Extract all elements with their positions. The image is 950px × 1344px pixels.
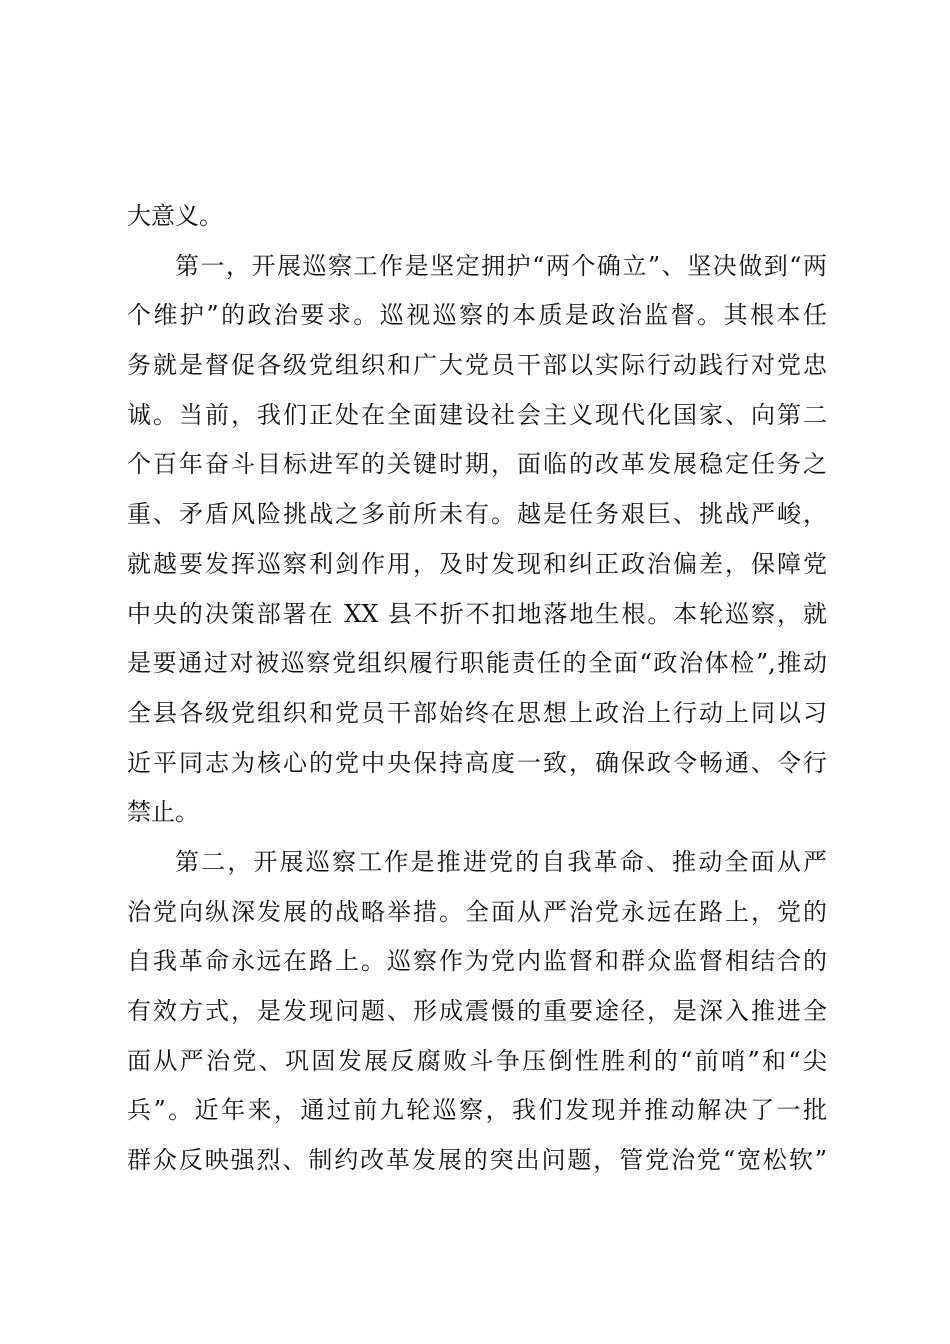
text-line: 群众反映强烈、制约改革发展的突出问题，管党治党“宽松软” [127, 1146, 827, 1175]
text-line: 面从严治党、巩固发展反腐败斗争压倒性胜利的“前哨”和“尖 [127, 1046, 827, 1075]
text-line: 大意义。 [127, 202, 223, 230]
text-line: 个百年奋斗目标进军的关键时期，面临的改革发展稳定任务之 [127, 450, 827, 479]
text-line: 中央的决策部署在 XX 县不折不扣地落地生根。本轮巡察，就 [127, 599, 827, 628]
text-line: 治党向纵深发展的战略举措。全面从严治党永远在路上，党的 [127, 897, 827, 926]
text-line: 就越要发挥巡察利剑作用，及时发现和纠正政治偏差，保障党 [127, 549, 827, 578]
text-line: 个维护”的政治要求。巡视巡察的本质是政治监督。其根本任 [127, 301, 827, 330]
text-line: 重、矛盾风险挑战之多前所未有。越是任务艰巨、挑战严峻， [127, 500, 827, 529]
text-line: 务就是督促各级党组织和广大党员干部以实际行动践行对党忠 [127, 351, 827, 380]
text-line: 有效方式，是发现问题、形成震慑的重要途径，是深入推进全 [127, 997, 827, 1025]
text-line: 近平同志为核心的党中央保持高度一致，确保政令畅通、令行 [127, 748, 827, 777]
text-line: 自我革命永远在路上。巡察作为党内监督和群众监督相结合的 [127, 947, 827, 976]
paragraph-first [127, 242, 827, 838]
text-line: 是要通过对被巡察党组织履行职能责任的全面“政治体检”,推动 [127, 649, 827, 678]
paragraph-intro-end [127, 192, 827, 242]
text-line: 第二，开展巡察工作是推进党的自我革命、推动全面从严 [175, 847, 827, 876]
text-line: 禁止。 [127, 798, 199, 827]
text-line: 诚。当前，我们正处在全面建设社会主义现代化国家、向第二 [127, 400, 827, 429]
paragraph-second [127, 838, 827, 1186]
text-line: 全县各级党组织和党员干部始终在思想上政治上行动上同以习 [127, 698, 827, 727]
text-line: 兵”。近年来，通过前九轮巡察，我们发现并推动解决了一批 [127, 1096, 827, 1125]
text-line: 第一，开展巡察工作是坚定拥护“两个确立”、坚决做到“两 [175, 251, 827, 280]
body-text [127, 192, 827, 1186]
